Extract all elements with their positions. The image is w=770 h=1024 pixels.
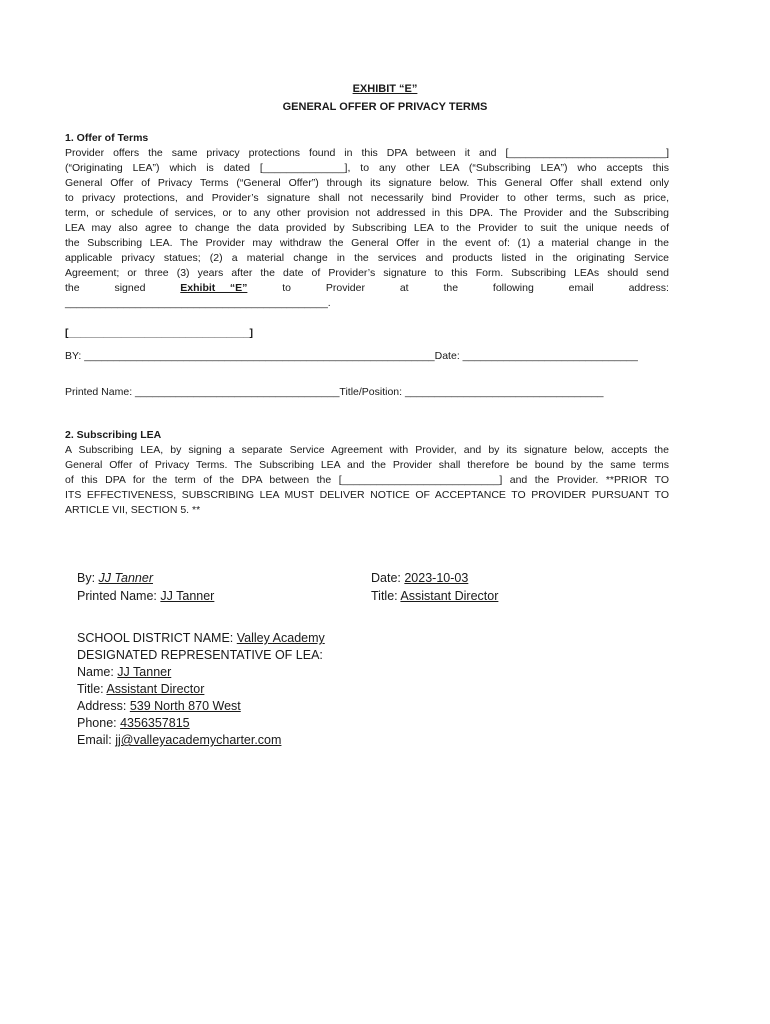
by-signature-value[interactable]: JJ Tanner	[98, 571, 153, 585]
rep-address-field[interactable]	[77, 698, 241, 715]
rep-name-field[interactable]	[77, 664, 171, 681]
word: address:	[628, 282, 669, 294]
paragraph-line: A Subscribing LEA, by signing a separate Service Agreement with Provider, and by its signature below, accepts the	[65, 444, 669, 456]
word: following	[492, 282, 534, 294]
word: email	[568, 282, 594, 294]
section2-heading: 2. Subscribing LEA	[65, 429, 162, 441]
school-district-label: SCHOOL DISTRICT NAME:	[77, 631, 237, 645]
word: at	[399, 282, 409, 294]
paragraph-last-line	[65, 281, 669, 296]
address-value[interactable]: 539 North 870 West	[129, 699, 241, 713]
rep-title-value[interactable]: Assistant Director	[106, 682, 205, 696]
title-value[interactable]: Assistant Director	[400, 589, 499, 603]
address-label: Address:	[77, 699, 130, 713]
by-label: By:	[77, 571, 99, 585]
word: to	[282, 282, 291, 294]
lea-by-field[interactable]	[77, 570, 153, 587]
exhibit-subtitle: GENERAL OFFER OF PRIVACY TERMS	[282, 101, 488, 113]
title-label: Title:	[371, 589, 401, 603]
section1-paragraph	[65, 146, 669, 311]
email-value[interactable]: jj@valleyacademycharter.com	[115, 733, 282, 747]
school-district-value[interactable]: Valley Academy	[236, 631, 325, 645]
date-label: Date:	[371, 571, 405, 585]
provider-name-blank[interactable]: [_______________________________]	[65, 327, 254, 339]
exhibit-e-reference: Exhibit “E”	[180, 282, 248, 294]
section1-heading: 1. Offer of Terms	[65, 132, 149, 144]
word: Provider	[325, 282, 365, 294]
paragraph-line: to privacy protections, and Provider’s signature shall not necessarily bind Provider to other terms, such as price,	[65, 192, 669, 204]
paragraph-line: term, or schedule of services, or to any other provision not addressed in this DPA. The Provider and the Subscribing	[65, 207, 669, 219]
paragraph-line: the Subscribing LEA. The Provider may withdraw the General Offer in the event of: (1) a material change in the	[65, 237, 669, 249]
paragraph-line: ARTICLE VII, SECTION 5. **	[65, 504, 201, 516]
paragraph-line: General Offer of Privacy Terms (“General Offer”) through its signature below. This General Offer shall extend only	[65, 177, 669, 189]
paragraph-line: of this DPA for the term of the DPA between the [___________________________] and the Provider. **PRIOR TO	[65, 474, 669, 486]
rep-email-field[interactable]	[77, 732, 281, 749]
rep-title-label: Title:	[77, 682, 107, 696]
email-address-blank[interactable]: _____________________________________________.	[65, 297, 331, 309]
provider-printed-name-line[interactable]: Printed Name: ___________________________________Title/Position: __________________________________	[65, 386, 604, 398]
exhibit-title: EXHIBIT “E”	[352, 83, 418, 95]
school-district-name-field[interactable]	[77, 630, 325, 647]
paragraph-line: applicable privacy statues; (2) a material change in the services and products listed in the originating Service	[65, 252, 669, 264]
rep-title-field[interactable]	[77, 681, 204, 698]
paragraph-line: (“Originating LEA”) which is dated [______________], to any other LEA (“Subscribing LEA”) who accepts this	[65, 162, 669, 174]
phone-label: Phone:	[77, 716, 121, 730]
designated-rep-heading: DESIGNATED REPRESENTATIVE OF LEA:	[77, 648, 323, 662]
rep-name-label: Name:	[77, 665, 118, 679]
printed-name-value[interactable]: JJ Tanner	[160, 589, 215, 603]
paragraph-line: General Offer of Privacy Terms. The Subscribing LEA and the Provider shall therefore be bound by the same terms	[65, 459, 669, 471]
lea-date-field[interactable]	[371, 570, 468, 587]
printed-name-label: Printed Name:	[77, 589, 161, 603]
word: the	[443, 282, 459, 294]
paragraph-line: Provider offers the same privacy protections found in this DPA between it and [___________________________]	[65, 147, 669, 159]
phone-value[interactable]: 4356357815	[120, 716, 190, 730]
lea-printed-name-field[interactable]	[77, 588, 214, 605]
section2-paragraph	[65, 443, 669, 518]
rep-phone-field[interactable]	[77, 715, 190, 732]
rep-name-value[interactable]: JJ Tanner	[117, 665, 172, 679]
paragraph-line: Agreement; or three (3) years after the date of Provider’s signature to this Form. Subscribing LEAs should send	[65, 267, 669, 279]
provider-signature-line[interactable]: BY: ____________________________________________________________Date: ______________________________	[65, 350, 638, 362]
date-value[interactable]: 2023-10-03	[404, 571, 469, 585]
paragraph-line: ITS EFFECTIVENESS, SUBSCRIBING LEA MUST DELIVER NOTICE OF ACCEPTANCE TO PROVIDER PURSUANT TO	[65, 489, 669, 501]
word: signed	[114, 282, 146, 294]
lea-title-field[interactable]	[371, 588, 498, 605]
word: the	[65, 282, 80, 294]
email-label: Email:	[77, 733, 116, 747]
paragraph-line: LEA may also agree to change the data provided by Subscribing LEA to the Provider to suit the unique needs of	[65, 222, 669, 234]
